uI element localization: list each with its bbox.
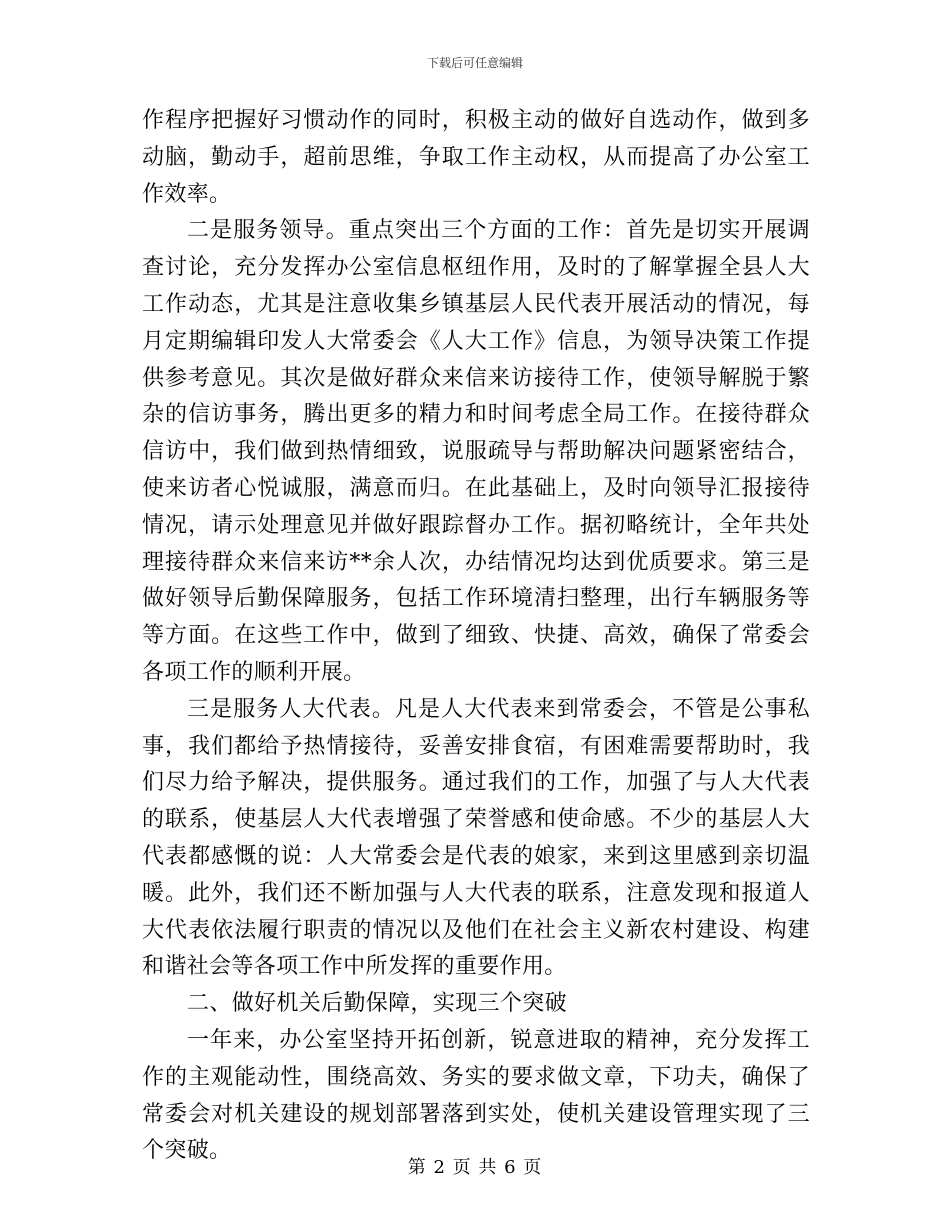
paragraph-year-summary: 一年来，办公室坚持开拓创新，锐意进取的精神，充分发挥工作的主观能动性，围绕高效、务实的要求做文章，下功夫，确保了常委会对机关建设的规划部署落到实处，使机关建设管理实现了三个突破。 <box>142 1027 810 1164</box>
document-body <box>142 103 810 1170</box>
page-header: 下载后可任意编辑 <box>426 56 523 70</box>
paragraph-continuation: 作程序把握好习惯动作的同时，积极主动的做好自选动作，做到多动脑，勤动手，超前思维，争取工作主动权，从而提高了办公室工作效率。 <box>142 108 810 207</box>
paragraph-serve-leadership: 二是服务领导。重点突出三个方面的工作：首先是切实开展调查讨论，充分发挥办公室信息枢纽作用，及时的了解掌握全县人大工作动态，尤其是注意收集乡镇基层人民代表开展活动的情况，每月定期编辑印发人大常委会《人大工作》信息，为领导决策工作提供参考意见。其次是做好群众来信来访接待工作，使领导解脱于繁杂的信访事务，腾出更多的精力和时间考虑全局工作。在接待群众信访中，我们做到热情细致，说服疏导与帮助解决问题紧密结合，使来访者心悦诚服，满意而归。在此基础上，及时向领导汇报接待情况，请示处理意见并做好跟踪督办工作。据初略统计，全年共处理接待群众来信来访**余人次，办结情况均达到优质要求。第三是做好领导后勤保障服务，包括工作环境清扫整理，出行车辆服务等等方面。在这些工作中，做到了细致、快捷、高效，确保了常委会各项工作的顺利开展。 <box>142 218 810 685</box>
section-heading-logistics: 二、做好机关后勤保障，实现三个突破 <box>187 991 567 1017</box>
page-number: 第 2 页 共 6 页 <box>407 1157 543 1178</box>
paragraph-serve-deputies: 三是服务人大代表。凡是人大代表来到常委会，不管是公事私事，我们都给予热情接待，妥善安排食宿，有困难需要帮助时，我们尽力给予解决，提供服务。通过我们的工作，加强了与人大代表的联系，使基层人大代表增强了荣誉感和使命感。不少的基层人大代表都感慨的说：人大常委会是代表的娘家，来到这里感到亲切温暖。此外，我们还不断加强与人大代表的联系，注意发现和报道人大代表依法履行职责的情况以及他们在社会主义新农村建设、构建和谐社会等各项工作中所发挥的重要作用。 <box>142 696 810 980</box>
